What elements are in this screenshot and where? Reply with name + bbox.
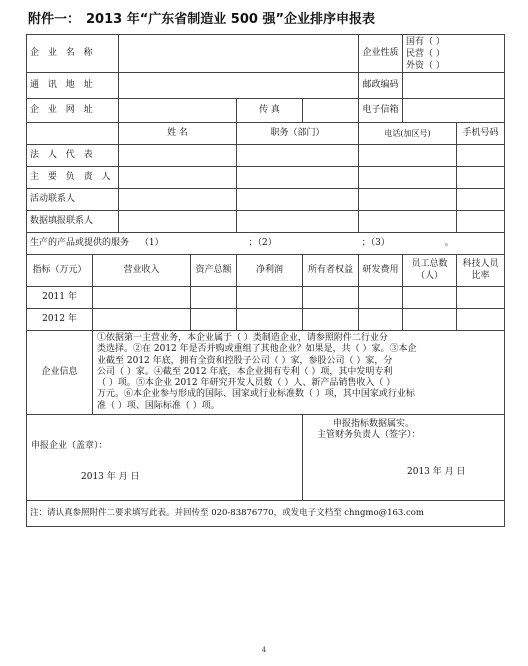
indicator-cell[interactable] (303, 309, 359, 331)
contact-mobile-cell[interactable] (457, 145, 505, 167)
indicator-cell[interactable] (403, 309, 457, 331)
products-field[interactable] (27, 233, 505, 255)
indicator-header-rnd: 研发费用 (359, 255, 403, 287)
contact-title-cell[interactable] (237, 167, 359, 189)
indicator-header-assets: 资产总额 (191, 255, 237, 287)
company-name-label: 企 业 名 称 (27, 35, 119, 73)
indicator-header-profit: 净利润 (237, 255, 303, 287)
data-true-statement: 申报指标数据属实。 (333, 418, 415, 429)
website-field[interactable] (119, 99, 237, 123)
indicator-header-employees: 员工总数（人） (403, 255, 457, 287)
products-label: 生产的产品或提供的服务 (30, 237, 130, 248)
indicator-year-2011: 2011 年 (27, 287, 93, 309)
zip-field[interactable] (403, 73, 505, 99)
contacts-header-row (27, 123, 505, 145)
contact-row (27, 145, 505, 167)
company-name-field[interactable] (119, 35, 359, 73)
fax-field[interactable] (303, 99, 359, 123)
contact-phone-cell[interactable] (359, 189, 457, 211)
contact-name-cell[interactable] (119, 211, 237, 233)
contact-row (27, 211, 505, 233)
indicator-cell[interactable] (359, 287, 403, 309)
contact-name-header: 姓 名 (119, 123, 237, 145)
footnote: 注：请认真参照附件二要求填写此表。并回传至 020-83876770，或发电子文档至 chngmo@163.com (27, 500, 505, 526)
applicant-date: 2013 年 月 日 (81, 472, 140, 482)
finance-signature-cell[interactable] (303, 414, 505, 500)
contact-title-header: 职务（部门） (237, 123, 359, 145)
contact-title-cell[interactable] (237, 189, 359, 211)
title-prefix: 附件一： (28, 12, 81, 27)
product-slot-1: （1） (139, 237, 164, 248)
ownership-state[interactable]: 国有（ ） (406, 36, 445, 47)
company-nature-label: 企业性质 (359, 35, 403, 73)
indicator-cell[interactable] (191, 287, 237, 309)
zip-label: 邮政编码 (359, 73, 403, 99)
website-label: 企 业 网 址 (27, 99, 119, 123)
contact-role-legal: 法 人 代 表 (27, 145, 119, 167)
indicator-cell[interactable] (93, 309, 191, 331)
page-number: 4 (261, 646, 267, 654)
contact-name-cell[interactable] (119, 145, 237, 167)
application-form-table (26, 34, 505, 527)
contact-mobile-cell[interactable] (457, 211, 505, 233)
indicator-row-2011 (27, 287, 505, 309)
title-main: 2013 年“广东省制造业 500 强”企业排序申报表 (86, 12, 375, 27)
product-slot-3: ；（3） (361, 237, 390, 248)
fax-label: 传 真 (237, 99, 303, 123)
indicator-cell[interactable] (403, 287, 457, 309)
indicator-year-2012: 2012 年 (27, 309, 93, 331)
contact-phone-cell[interactable] (359, 145, 457, 167)
info-line: 业截至 2012 年底，拥有全资和控股子公司（ ）家，参股公司（ ）家，分 (97, 355, 393, 366)
ownership-private[interactable]: 民营（ ） (406, 48, 445, 59)
indicator-cell[interactable] (93, 287, 191, 309)
indicator-header-tech-ratio: 科技人员比率 (457, 255, 505, 287)
company-info-text[interactable] (93, 331, 505, 415)
info-line: ①依据第一主营业务，本企业属于（ ）类制造企业，请参照附件二行业分 (97, 333, 388, 343)
indicator-cell[interactable] (191, 309, 237, 331)
contact-name-cell[interactable] (119, 189, 237, 211)
company-name-row (27, 35, 505, 73)
address-label: 通 讯 地 址 (27, 73, 119, 99)
contact-mobile-cell[interactable] (457, 167, 505, 189)
contact-phone-cell[interactable] (359, 211, 457, 233)
indicator-header-equity: 所有者权益 (303, 255, 359, 287)
ownership-foreign[interactable]: 外资（ ） (406, 60, 445, 71)
contact-phone-cell[interactable] (359, 167, 457, 189)
product-slot-2: ；（2） (248, 237, 277, 248)
contact-role-event: 活动联系人 (27, 189, 119, 211)
info-line: 公司（ ）家。④截至 2012 年底，本企业拥有专利（ ）项，其中发明专利 (97, 366, 393, 377)
contact-role-head: 主 要 负 责 人 (27, 167, 119, 189)
indicator-header-revenue: 营业收入 (93, 255, 191, 287)
contact-row (27, 167, 505, 189)
products-row (27, 233, 505, 255)
address-field[interactable] (119, 73, 359, 99)
footnote-row (27, 500, 505, 526)
indicator-row-2012 (27, 309, 505, 331)
address-row (27, 73, 505, 99)
applicant-seal-cell[interactable] (27, 414, 303, 500)
page-title (28, 8, 508, 27)
finance-head-label: 主管财务负责人（签字）： (317, 430, 421, 440)
indicator-cell[interactable] (359, 309, 403, 331)
website-row (27, 99, 505, 123)
info-line: 准（ ）项、国际标准（ ）项。 (97, 400, 220, 411)
email-field[interactable] (403, 99, 505, 123)
contact-name-cell[interactable] (119, 167, 237, 189)
ownership-options[interactable] (403, 35, 505, 73)
indicators-header-row (27, 255, 505, 287)
contact-title-cell[interactable] (237, 211, 359, 233)
indicator-cell[interactable] (457, 287, 505, 309)
declaration-row (27, 414, 505, 500)
contact-title-cell[interactable] (237, 145, 359, 167)
info-line: 类选择。②在 2012 年是否并购或重组了其他企业？如果是，共（ ）家。③本企 (97, 344, 417, 355)
contact-mobile-header: 手机号码 (457, 123, 505, 145)
indicator-cell[interactable] (457, 309, 505, 331)
email-label: 电子信箱 (359, 99, 403, 123)
info-line: （ ）项。⑤本企业 2012 年研究开发人员数（ ）人、新产品销售收入（ ） (97, 378, 396, 388)
indicator-cell[interactable] (237, 287, 303, 309)
contact-role-data: 数据填报联系人 (27, 211, 119, 233)
indicator-cell[interactable] (237, 309, 303, 331)
indicator-header-unit: 指标（万元） (27, 255, 93, 287)
indicator-cell[interactable] (303, 287, 359, 309)
contact-mobile-cell[interactable] (457, 189, 505, 211)
company-info-label: 企业信息 (27, 331, 93, 415)
finance-date: 2013 年 月 日 (407, 467, 466, 478)
contact-phone-header: 电话(加区号) (359, 123, 457, 145)
contact-row (27, 189, 505, 211)
info-line: 万元。⑥本企业参与形成的国际、国家或行业标准数（ ）项，其中国家或行业标 (97, 389, 415, 400)
products-end: 。 (444, 237, 454, 248)
contacts-header-blank (27, 123, 119, 145)
applicant-seal-label: 申报企业（盖章）： (31, 440, 108, 451)
company-info-row (27, 331, 505, 415)
